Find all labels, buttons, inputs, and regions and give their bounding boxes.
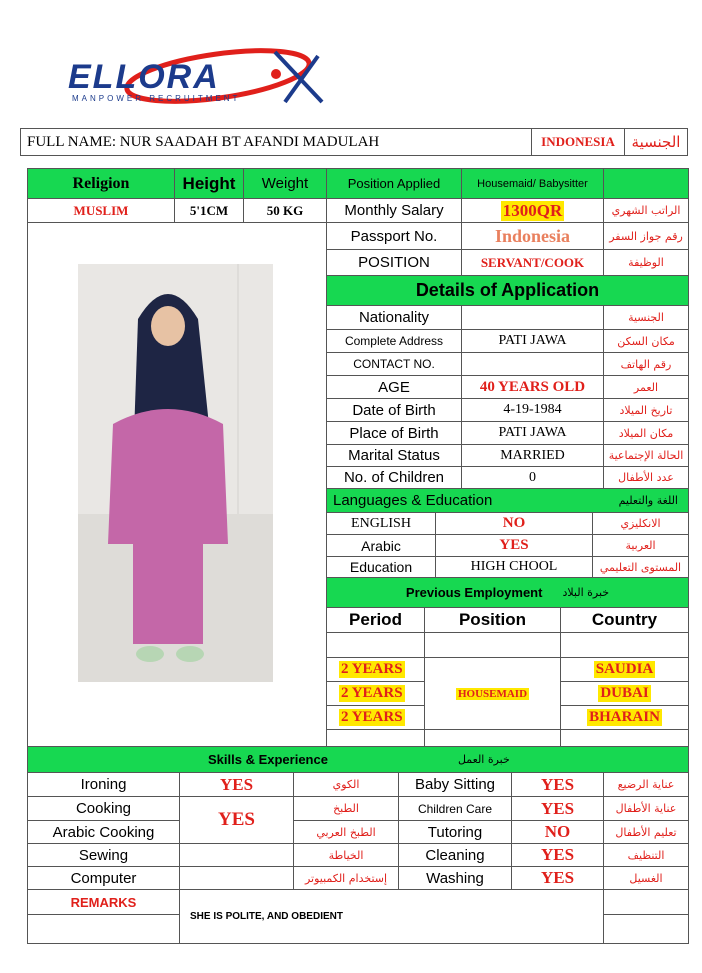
nationality-header: INDONESIA <box>531 128 625 156</box>
washing-value: YES <box>511 866 604 890</box>
position-applied-header: Position Applied <box>326 168 462 199</box>
position-applied-value: Housemaid/ Babysitter <box>461 168 604 199</box>
monthly-salary-ar: الراتب الشهري <box>603 198 689 223</box>
position-ar: الوظيفة <box>603 249 689 276</box>
country-2 <box>560 681 689 706</box>
skills-title: Skills & Experience <box>208 752 328 767</box>
skill-arabic-cooking: Arabic Cooking <box>27 820 180 844</box>
pob-label: Place of Birth <box>326 421 462 445</box>
weight-value: 50 KG <box>243 198 327 223</box>
address-ar: مكان السكن <box>603 329 689 353</box>
country-3-text: BHARAIN <box>589 709 660 725</box>
dob-ar: تاريخ الميلاد <box>603 398 689 422</box>
country-blank <box>560 729 689 747</box>
ironing-ar: الكوي <box>293 772 399 797</box>
children-care-value: YES <box>511 796 604 821</box>
logo <box>60 42 330 114</box>
arabic-label: Arabic <box>326 534 436 557</box>
height-value: 5'1CM <box>174 198 244 223</box>
passport-ar: رقم جواز السفر <box>603 222 689 250</box>
age-value: 40 YEARS OLD <box>461 375 604 399</box>
period-1-text: 2 YEARS <box>341 661 403 677</box>
remarks-right-1 <box>603 889 689 915</box>
washing-ar: الغسيل <box>603 866 689 890</box>
nationality-ar-2: الجنسية <box>603 305 689 330</box>
skills-title-ar: خبرة العمل <box>457 753 510 766</box>
height-header: Height <box>174 168 244 199</box>
religion-header: Religion <box>27 168 175 199</box>
monthly-salary-value <box>461 198 604 223</box>
arabic-ar: العربية <box>592 534 689 557</box>
education-ar: المستوى التعليمي <box>592 556 689 578</box>
period-header: Period <box>326 607 425 633</box>
country-2-text: DUBAI <box>600 685 649 701</box>
employment-blank-position <box>424 632 561 658</box>
period-3-text: 2 YEARS <box>341 709 403 725</box>
ironing-value: YES <box>179 772 294 797</box>
arabic-value: YES <box>435 534 593 557</box>
skill-sewing: Sewing <box>27 843 180 867</box>
marital-value: MARRIED <box>461 444 604 467</box>
employment-position <box>424 657 561 730</box>
monthly-salary-text: 1300QR <box>502 200 563 220</box>
children-care-ar: عناية الأطفال <box>603 796 689 821</box>
tutoring-value: NO <box>511 820 604 844</box>
marital-ar: الحالة الإجتماعية <box>603 444 689 467</box>
passport-value: Indonesia <box>461 222 604 250</box>
employment-blank-country <box>560 632 689 658</box>
tutoring-ar: تعليم الأطفال <box>603 820 689 844</box>
skill-tutoring: Tutoring <box>398 820 512 844</box>
employment-title-ar: خبرة البلاد <box>562 586 610 599</box>
age-ar: العمر <box>603 375 689 399</box>
skill-baby-sitting: Baby Sitting <box>398 772 512 797</box>
pob-ar: مكان الميلاد <box>603 421 689 445</box>
skills-title-cell <box>27 746 689 773</box>
arabic-cooking-ar: الطبخ العربي <box>293 820 399 844</box>
children-label: No. of Children <box>326 466 462 489</box>
languages-title-ar: اللغة والتعليم <box>618 494 678 507</box>
position-header: Position <box>424 607 561 633</box>
skill-children-care: Children Care <box>398 796 512 821</box>
country-1-text: SAUDIA <box>595 661 654 677</box>
employment-position-text: HOUSEMAID <box>457 687 528 700</box>
skill-computer: Computer <box>27 866 180 890</box>
period-1 <box>326 657 425 682</box>
skill-ironing: Ironing <box>27 772 180 797</box>
marital-label: Marital Status <box>326 444 462 467</box>
languages-title: Languages & Education <box>333 492 493 509</box>
passport-label: Passport No. <box>326 222 462 250</box>
english-label: ENGLISH <box>326 512 436 535</box>
period-blank <box>326 729 425 747</box>
period-2-text: 2 YEARS <box>341 685 403 701</box>
employment-title: Previous Employment <box>405 585 543 600</box>
position-applied-blank <box>603 168 689 199</box>
details-title: Details of Application <box>326 275 689 306</box>
education-value: HIGH CHOOL <box>435 556 593 578</box>
nationality-ar: الجنسية <box>624 128 688 156</box>
country-3 <box>560 705 689 730</box>
religion-value: MUSLIM <box>27 198 175 223</box>
children-value: 0 <box>461 466 604 489</box>
cooking-value: YES <box>179 796 294 844</box>
cleaning-ar: التنظيف <box>603 843 689 867</box>
nationality-label: Nationality <box>326 305 462 330</box>
contact-ar: رقم الهاتف <box>603 352 689 376</box>
age-label: AGE <box>326 375 462 399</box>
computer-value <box>179 866 294 890</box>
languages-title-cell <box>326 488 689 513</box>
baby-sitting-ar: عناية الرضيع <box>603 772 689 797</box>
dob-value: 4-19-1984 <box>461 398 604 422</box>
education-label: Education <box>326 556 436 578</box>
remarks-text: SHE IS POLITE, AND OBEDIENT <box>179 889 604 944</box>
english-value: NO <box>435 512 593 535</box>
full-name: FULL NAME: NUR SAADAH BT AFANDI MADULAH <box>20 128 532 156</box>
children-ar: عدد الأطفال <box>603 466 689 489</box>
baby-sitting-value: YES <box>511 772 604 797</box>
sewing-value <box>179 843 294 867</box>
skill-cleaning: Cleaning <box>398 843 512 867</box>
country-1 <box>560 657 689 682</box>
address-value: PATI JAWA <box>461 329 604 353</box>
remarks-blank <box>27 914 180 944</box>
employment-title-cell <box>326 577 689 608</box>
cleaning-value: YES <box>511 843 604 867</box>
remarks-label: REMARKS <box>27 889 180 915</box>
computer-ar: إستخدام الكمبيوتر <box>293 866 399 890</box>
employment-blank-period <box>326 632 425 658</box>
nationality-value <box>461 305 604 330</box>
pob-value: PATI JAWA <box>461 421 604 445</box>
position-value: SERVANT/COOK <box>461 249 604 276</box>
position-label: POSITION <box>326 249 462 276</box>
period-2 <box>326 681 425 706</box>
position-blank <box>424 729 561 747</box>
monthly-salary-label: Monthly Salary <box>326 198 462 223</box>
skill-washing: Washing <box>398 866 512 890</box>
period-3 <box>326 705 425 730</box>
logo-brand: ELLORA <box>68 58 220 96</box>
contact-value <box>461 352 604 376</box>
dob-label: Date of Birth <box>326 398 462 422</box>
logo-tagline: MANPOWER RECRUITMENT <box>72 94 241 103</box>
english-ar: الانكليزي <box>592 512 689 535</box>
applicant-photo <box>78 264 273 682</box>
remarks-right-2 <box>603 914 689 944</box>
country-header: Country <box>560 607 689 633</box>
sewing-ar: الخياطة <box>293 843 399 867</box>
cooking-ar: الطبخ <box>293 796 399 821</box>
address-label: Complete Address <box>326 329 462 353</box>
weight-header: Weight <box>243 168 327 199</box>
skill-cooking: Cooking <box>27 796 180 821</box>
contact-label: CONTACT NO. <box>326 352 462 376</box>
